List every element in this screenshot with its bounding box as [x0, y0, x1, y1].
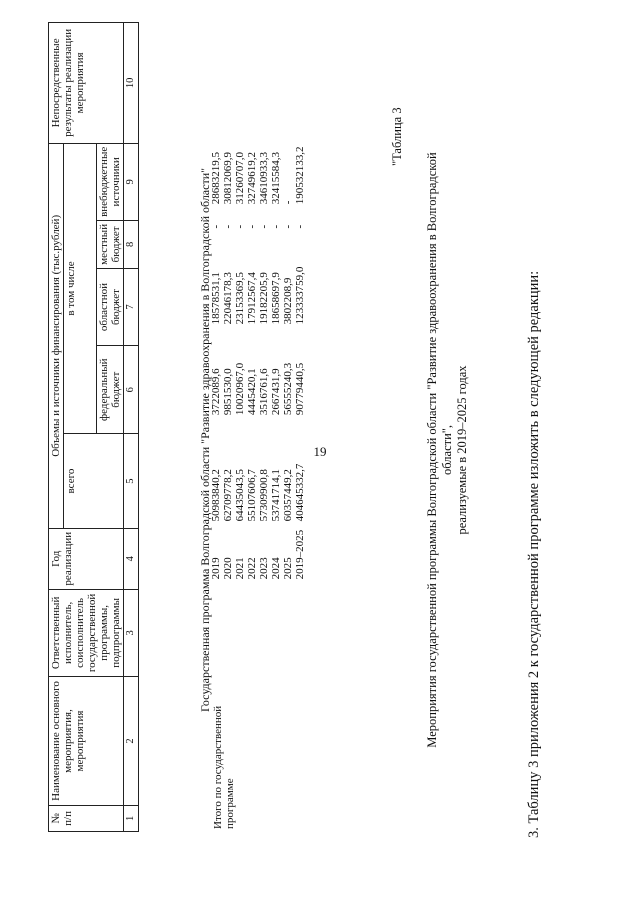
- extra-column: [210, 144, 306, 208]
- local-column: [210, 207, 306, 246]
- federal-cell: 10020967,0: [234, 362, 246, 416]
- year-cell: 2024: [270, 557, 282, 580]
- year-cell: 2021: [234, 557, 246, 580]
- intro-text: 3. Таблицу 3 приложения 2 к государственной программе изложить в следующей редакции:: [526, 270, 542, 838]
- local-cell: -: [222, 224, 234, 229]
- year-cell: 2025: [282, 557, 294, 580]
- federal-cell: 3516761,6: [258, 368, 270, 416]
- table-title: [425, 130, 470, 770]
- year-cell: 2022: [246, 557, 258, 580]
- local-cell: -: [210, 224, 222, 229]
- local-cell: -: [246, 224, 258, 229]
- col-number: 7: [124, 268, 139, 345]
- regional-column: [210, 246, 306, 327]
- title-line: Мероприятия государственной программы Волгоградской области "Развитие здравоохранения в Волгоградской области",: [425, 152, 454, 748]
- col-header-federal: федеральный бюджет: [97, 346, 124, 434]
- federal-cell: 9851530,0: [222, 368, 234, 416]
- col-number: 2: [124, 677, 139, 806]
- local-cell: -: [234, 224, 246, 229]
- federal-cell: 56555240,3: [282, 362, 294, 416]
- col-number: 6: [124, 346, 139, 434]
- col-number: 4: [124, 528, 139, 589]
- table-row: [210, 22, 306, 832]
- total-cell: 55107606,7: [246, 469, 258, 522]
- col-header-num: № п/п: [49, 805, 124, 831]
- year-cell: 2023: [258, 557, 270, 580]
- col-number: 8: [124, 220, 139, 268]
- col-number: 10: [124, 23, 139, 144]
- total-cell: 404645332,7: [294, 463, 306, 522]
- year-cell: 2020: [222, 557, 234, 580]
- local-cell: -: [270, 224, 282, 229]
- column-numbers-row: [124, 23, 139, 832]
- col-header-including: в том числе: [64, 143, 97, 433]
- federal-cell: 4445420,1: [246, 368, 258, 416]
- col-header-funding: Объемы и источники финансирования (тыс.рублей): [49, 143, 64, 528]
- local-cell: -: [258, 224, 270, 229]
- total-label: Итого по государственной программе: [212, 705, 236, 829]
- total-column: [210, 418, 306, 524]
- extra-cell: 34610933,3: [258, 152, 270, 205]
- total-cell: 60357449,2: [282, 469, 294, 522]
- regional-cell: 22046178,3: [222, 272, 234, 325]
- col-header-executor: Ответственный исполнитель, соисполнитель государственной программы, подпрограммы: [49, 589, 124, 677]
- total-cell: 62709778,2: [222, 469, 234, 522]
- extra-cell: 30812069,9: [222, 152, 234, 205]
- regional-cell: 19182205,9: [258, 272, 270, 325]
- page-number: 19: [313, 444, 327, 459]
- col-header-local: местный бюджет: [97, 220, 124, 268]
- extra-cell: -: [282, 200, 294, 205]
- local-cell: -: [294, 224, 306, 229]
- federal-cell: 2667431,9: [270, 368, 282, 416]
- totals-table: [210, 22, 306, 832]
- year-cell: 2019–2025: [294, 529, 306, 580]
- col-number: 1: [124, 805, 139, 831]
- year-cell: 2019: [210, 557, 222, 580]
- total-cell: 57309900,8: [258, 469, 270, 522]
- years-column: [210, 524, 306, 582]
- rotated-page-content: [40, 10, 600, 890]
- federal-column: [210, 327, 306, 418]
- extra-cell: 32415584,3: [270, 152, 282, 205]
- col-number: 5: [124, 434, 139, 529]
- col-header-total: всего: [64, 434, 124, 529]
- program-name: Государственная программа Волгоградской области "Развитие здравоохранения в Волгоградской области": [198, 167, 212, 713]
- col-number: 9: [124, 143, 139, 220]
- col-header-name: Наименование основного мероприятия, мероприятия: [49, 677, 124, 806]
- col-header-results: Непосредственные результаты реализации мероприятия: [49, 23, 124, 144]
- extra-cell: 28683219,5: [210, 152, 222, 205]
- total-cell: 64435043,5: [234, 469, 246, 522]
- local-cell: -: [282, 224, 294, 229]
- regional-cell: 3802208,9: [282, 277, 294, 325]
- extra-cell: 32749619,2: [246, 152, 258, 205]
- table-label: "Таблица 3: [390, 107, 404, 166]
- regional-cell: 23153369,5: [234, 272, 246, 325]
- col-header-regional: областной бюджет: [97, 268, 124, 345]
- total-cell: 50983840,2: [210, 469, 222, 522]
- col-number: 3: [124, 589, 139, 677]
- title-line: реализуемые в 2019–2025 годах: [455, 365, 469, 535]
- federal-cell: 90779440,5: [294, 362, 306, 416]
- header-table: [48, 22, 139, 832]
- total-cell: 53741714,1: [270, 469, 282, 522]
- federal-cell: 3722089,6: [210, 368, 222, 416]
- regional-cell: 18578531,1: [210, 272, 222, 325]
- regional-cell: 123333759,0: [294, 266, 306, 325]
- col-header-extra: внебюджетные источники: [97, 143, 124, 220]
- extra-cell: 190532133,2: [294, 146, 306, 205]
- regional-cell: 17912567,4: [246, 272, 258, 325]
- extra-cell: 31260707,0: [234, 152, 246, 205]
- regional-cell: 18658697,9: [270, 272, 282, 325]
- col-header-year: Год реализации: [49, 528, 124, 589]
